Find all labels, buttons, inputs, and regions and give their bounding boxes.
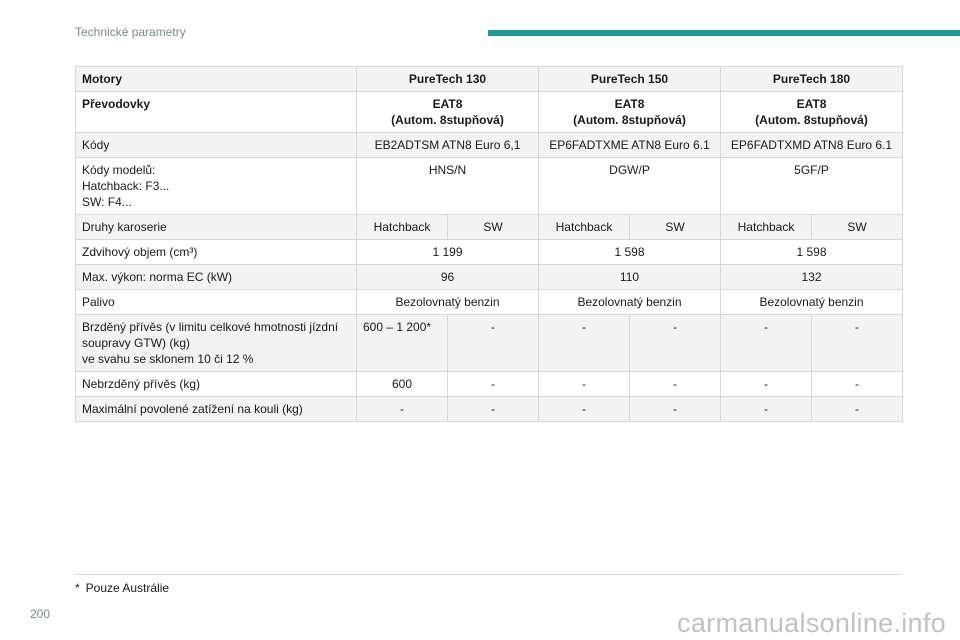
table-row-prevodovky (76, 92, 903, 133)
table-row-brzdeny-prives (76, 315, 903, 372)
label-line: Hatchback: F3... (82, 179, 170, 193)
braked-trailer-cell: - (448, 315, 539, 372)
label-line: Brzděný přívěs (v limitu celkové hmotnosti jízdní (82, 320, 339, 334)
model-code-150-cell: DGW/P (539, 158, 721, 215)
row-label: Nebrzděný přívěs (kg) (76, 372, 357, 397)
fuel-180-cell: Bezolovnatý benzin (721, 290, 903, 315)
displacement-180-cell: 1 598 (721, 240, 903, 265)
row-label: Maximální povolené zatížení na kouli (kg) (76, 397, 357, 422)
footnote-text: Pouze Austrálie (85, 581, 170, 595)
row-label: Max. výkon: norma EC (kW) (76, 265, 357, 290)
unbraked-trailer-cell: - (630, 372, 721, 397)
body-cell: SW (448, 215, 539, 240)
gearbox-desc: (Autom. 8stupňová) (391, 113, 504, 127)
towball-load-cell: - (357, 397, 448, 422)
gearbox-130-cell (357, 92, 539, 133)
gearbox-desc: (Autom. 8stupňová) (573, 113, 686, 127)
displacement-130-cell: 1 199 (357, 240, 539, 265)
gearbox-name: EAT8 (432, 97, 463, 111)
unbraked-trailer-cell: - (448, 372, 539, 397)
braked-trailer-cell: - (721, 315, 812, 372)
body-cell: Hatchback (721, 215, 812, 240)
displacement-150-cell: 1 598 (539, 240, 721, 265)
table-row-palivo (76, 290, 903, 315)
body-cell: Hatchback (539, 215, 630, 240)
gearbox-150-cell (539, 92, 721, 133)
gearbox-desc: (Autom. 8stupňová) (755, 113, 868, 127)
row-label (76, 315, 357, 372)
watermark: carmanualsonline.info (677, 608, 946, 638)
towball-load-cell: - (448, 397, 539, 422)
row-label: Palivo (76, 290, 357, 315)
braked-trailer-cell: - (812, 315, 903, 372)
table-row-motory (76, 67, 903, 92)
unbraked-trailer-cell: - (812, 372, 903, 397)
page-number: 200 (30, 607, 51, 621)
table-row-objem (76, 240, 903, 265)
table-row-kody (76, 133, 903, 158)
header-accent-bar (488, 30, 960, 36)
towball-load-cell: - (721, 397, 812, 422)
body-cell: SW (812, 215, 903, 240)
row-label: Motory (76, 67, 357, 92)
row-label: Druhy karoserie (76, 215, 357, 240)
engine-150-cell: PureTech 150 (539, 67, 721, 92)
body-cell: SW (630, 215, 721, 240)
table-row-kody-modelu (76, 158, 903, 215)
towball-load-cell: - (812, 397, 903, 422)
technical-specs-table (75, 66, 903, 422)
row-label: Kódy (76, 133, 357, 158)
model-code-180-cell: 5GF/P (721, 158, 903, 215)
braked-trailer-cell: - (630, 315, 721, 372)
body-cell: Hatchback (357, 215, 448, 240)
unbraked-trailer-cell: - (721, 372, 812, 397)
footnote (75, 581, 169, 595)
power-150-cell: 110 (539, 265, 721, 290)
table-row-nebrzdeny-prives (76, 372, 903, 397)
label-line: ve svahu se sklonem 10 či 12 % (82, 352, 254, 366)
fuel-150-cell: Bezolovnatý benzin (539, 290, 721, 315)
braked-trailer-cell: 600 – 1 200* (357, 315, 448, 372)
label-line: soupravy GTW) (kg) (82, 336, 191, 350)
code-180-cell: EP6FADTXMD ATN8 Euro 6.1 (721, 133, 903, 158)
fuel-130-cell: Bezolovnatý benzin (357, 290, 539, 315)
gearbox-180-cell (721, 92, 903, 133)
label-line: SW: F4... (82, 195, 132, 209)
power-180-cell: 132 (721, 265, 903, 290)
engine-180-cell: PureTech 180 (721, 67, 903, 92)
unbraked-trailer-cell: - (539, 372, 630, 397)
braked-trailer-cell: - (539, 315, 630, 372)
footnote-divider (75, 574, 902, 575)
code-130-cell: EB2ADTSM ATN8 Euro 6,1 (357, 133, 539, 158)
label-line: Kódy modelů: (82, 163, 156, 177)
footnote-marker: * (75, 581, 80, 595)
table-row-karoserie (76, 215, 903, 240)
row-label: Zdvihový objem (cm³) (76, 240, 357, 265)
model-code-130-cell: HNS/N (357, 158, 539, 215)
row-label (76, 158, 357, 215)
unbraked-trailer-cell: 600 (357, 372, 448, 397)
engine-130-cell: PureTech 130 (357, 67, 539, 92)
gearbox-name: EAT8 (614, 97, 645, 111)
towball-load-cell: - (539, 397, 630, 422)
power-130-cell: 96 (357, 265, 539, 290)
section-title: Technické parametry (75, 25, 186, 39)
towball-load-cell: - (630, 397, 721, 422)
table-row-zatizeni-koule (76, 397, 903, 422)
row-label: Převodovky (76, 92, 357, 133)
gearbox-name: EAT8 (796, 97, 827, 111)
code-150-cell: EP6FADTXME ATN8 Euro 6.1 (539, 133, 721, 158)
table-row-vykon (76, 265, 903, 290)
